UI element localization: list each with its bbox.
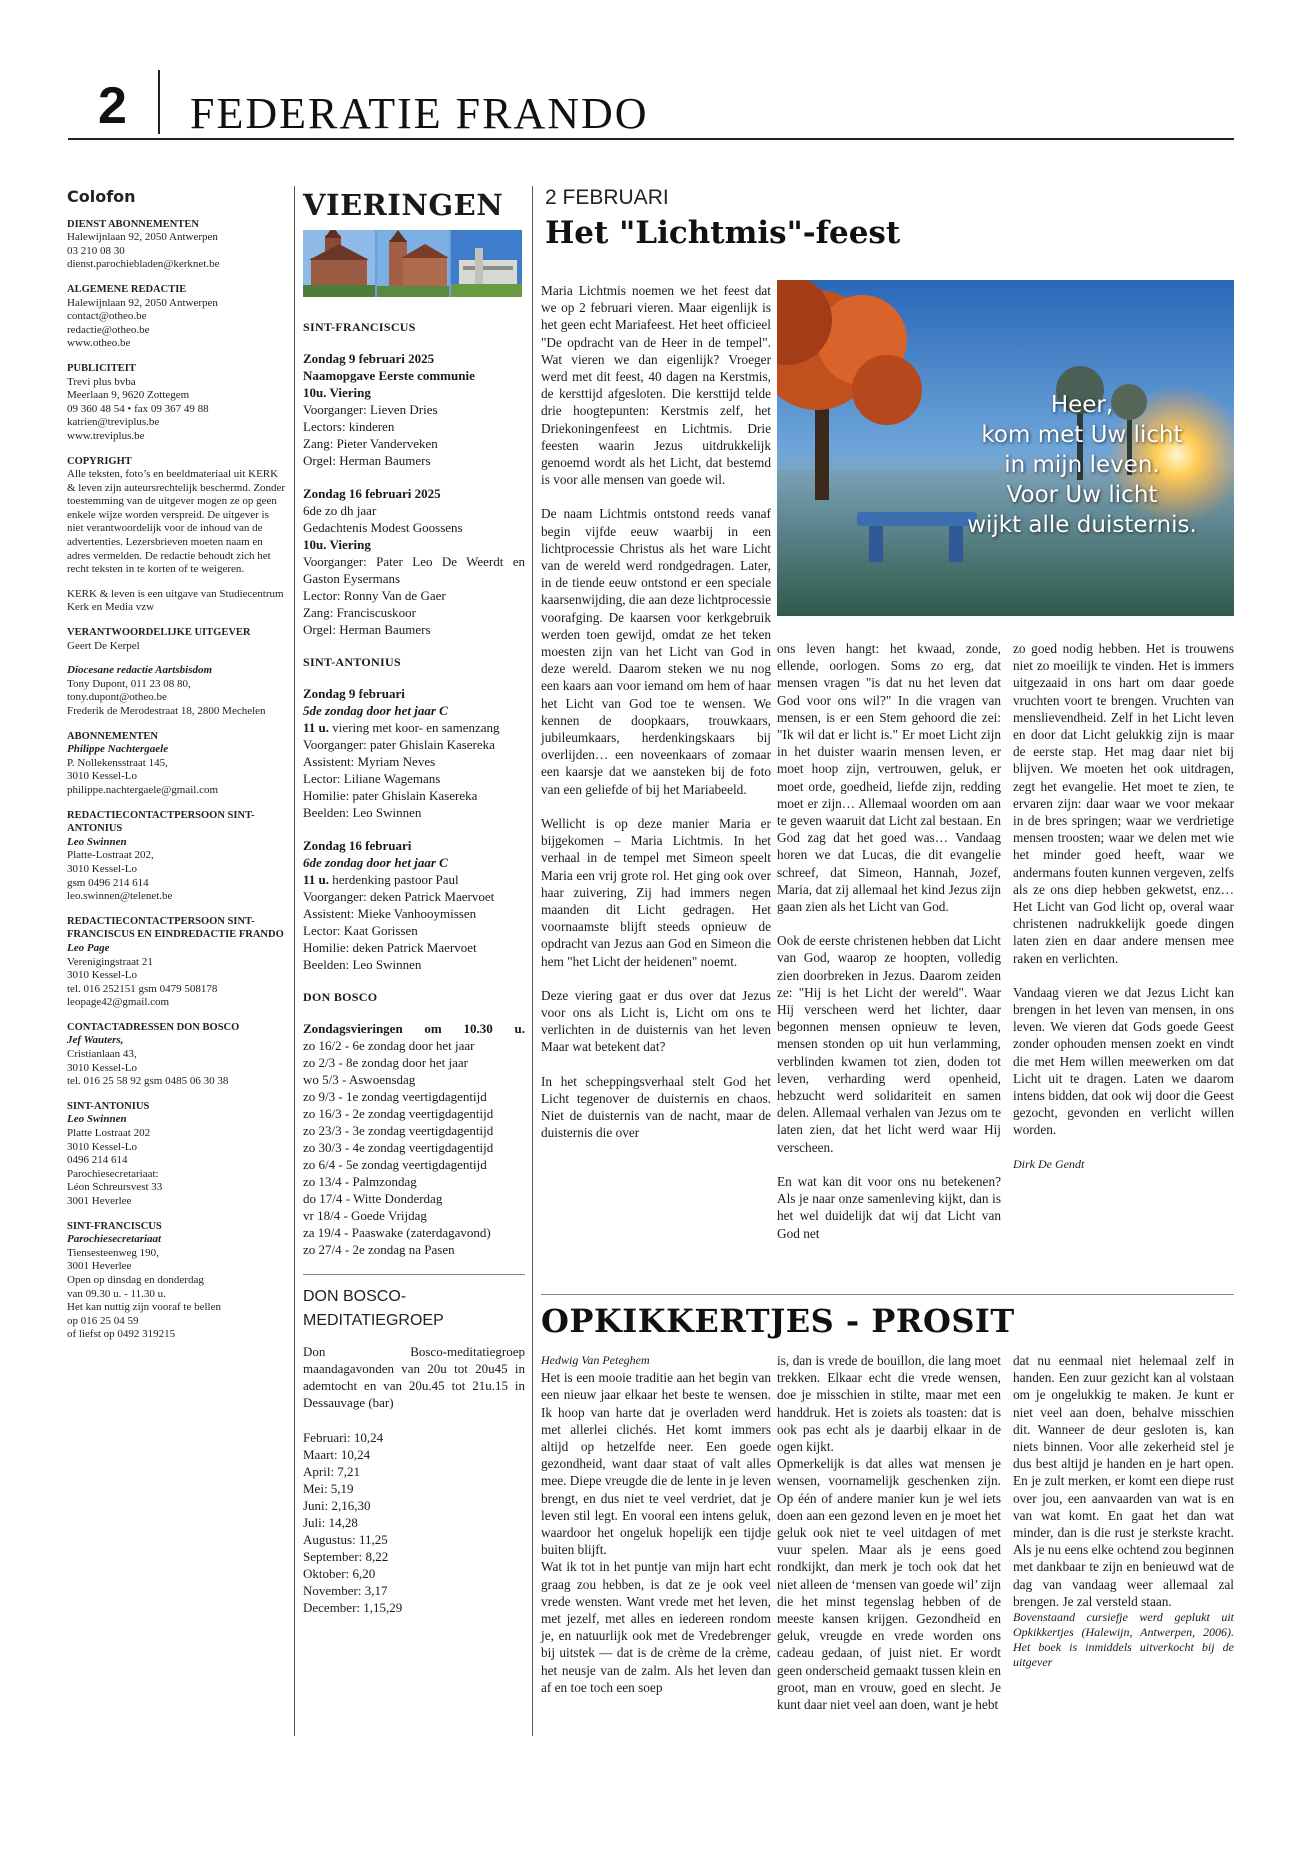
service-description: herdenking pastoor Paul xyxy=(329,872,459,887)
meditatie-date: Juni: 2,16,30 xyxy=(303,1498,371,1513)
colofon-title: Colofon xyxy=(67,187,136,206)
service-line: Lector: Kaat Gorissen xyxy=(303,923,418,938)
donbosco-item: zo 30/3 - 4e zondag veertigdagentijd xyxy=(303,1140,494,1155)
opkikkertjes-text-2 xyxy=(777,1352,1001,1713)
colofon-line: philippe.nachtergaele@gmail.com xyxy=(67,783,219,796)
donbosco-item: wo 5/3 - Aswoensdag xyxy=(303,1072,416,1087)
services-franciscus xyxy=(303,350,525,638)
service-highlight: 10u. Viering xyxy=(303,537,371,552)
opkikkertjes-paragraph: Wat ik tot in het puntje van mijn hart echt graag zou hebben, is dat ze je ook veel vrede wensten. Want vrede met het leven, met jezelf, met alles en iedereen rondom je, en natuurlijk ook met de Vredebrenger bij uitstek — dat is de crème de la crème, het neusje van de zalm. Als het leven dan af en toe toch een soep xyxy=(541,1559,771,1695)
photo-caption-line: wijkt alle duisternis. xyxy=(967,512,1197,538)
meditatie-title: DON BOSCO-MEDITATIEGROEP xyxy=(303,1288,444,1329)
page-number: 2 xyxy=(98,77,127,135)
article-paragraph: zo goed nodig hebben. Het is trouwens niet zo moeilijk te vinden. Het is immers uitgezaaid in ons hart om daar goede vruchten voort te brengen. Vruchten van menslievendheid. Zelf in het Licht leven en door dat Licht gelukkig zijn is maar de eerste stap. Het mag daar niet bij blijven. We moeten het ook uitdragen, zegt het evangelie. Het moet te zien, te ervaren zijn: daar waar we voor mekaar in de bres springen; waar we verdrietige mensen troosten; waar we delen met wie het minder goed heeft, waar we andermans fouten kunnen vergeven, zelfs als ze ons diep hebben gekwetst, enz… Het Licht van God licht op, overal waar christenen nadrukkelijk goede dingen laten zien en daar andere mensen mee raken en verlichten. xyxy=(1013,641,1234,966)
colofon-line: Léon Schreursvest 33 xyxy=(67,1181,163,1194)
article-paragraph: ons leven hangt: het kwaad, zonde, ellende, oorlogen. Soms zo erg, dat mensen vragen "is dat nu het leven dat God voor ons wil?" In die vragen van mensen, is er een Stem gehoord die zei: "Ik wil dat er licht is." Er moet Licht zijn in het duister waarin mensen leven, er moet hoop zijn, vertrouwen, geluk, er moet orde, goedheid, liefde zijn, redding moet er zijn… Allemaal woorden om aan te geven waaruit dat Licht zal bestaan. En God zag dat het goed was… Vandaag horen we dat Lucas, die dit evangelie schreef, dat Simeon, Hannah, Jozef, Maria, dat zij allemaal het kind Jezus zijn gaan zien als het Licht van God. xyxy=(777,641,1001,915)
service-description: viering met koor- en samenzang xyxy=(329,720,500,735)
colofon-block xyxy=(67,1220,287,1342)
article-paragraph: De naam Lichtmis ontstond reeds vanaf begin vijfde eeuw waarbij in een lichtprocessie Christus als het ware Licht van de wereld werd rondgedragen. Later, in de tiende eeuw ontstond er een speciale kaarsenwijding, die aan deze lichtprocessie voorafging. De kaarsen voor kerkgebruik werden toen gewijd, omdat ze het teken moesten zijn van het Licht van God in deze wereld. Daarom steken we nu nog een kaars aan voor iemand om hem of haar het Licht van God toe te wensen. We kennen de doopkaars, trouwkaars, jubileumkaars, herdenkingskaars bij overlijden… een noveenkaars of zomaar een kaarsje dat we aansteken bij de foto van een geliefde of bij het Mariabeeld. xyxy=(541,506,772,797)
service-block xyxy=(303,837,525,973)
colofon-line: tel. 016 252151 gsm 0479 508178 xyxy=(67,982,218,995)
meditatie-date: Februari: 10,24 xyxy=(303,1430,384,1445)
column-rule-1 xyxy=(294,186,295,1736)
publication-title: FEDERATIE FRANDO xyxy=(190,89,649,138)
service-line: Voorganger: Pater Leo De Weerdt en Gaston Eysermans xyxy=(303,554,525,586)
churches-illustration xyxy=(303,230,522,297)
service-line: 6de zo dh jaar xyxy=(303,503,377,518)
article-paragraph: Wellicht is op deze manier Maria er bijgekomen – Maria Lichtmis. In het verhaal in de tempel met Simeon speelt Maria een vrij grote rol. Het ging ook over haar zuivering, Zij had immers negen maanden dit Licht gedragen. Het voornaamste blijft steeds opnieuw de opdracht van Jezus aan God en Simeon die hem "het Licht der heidenen" noemt. xyxy=(541,815,771,969)
colofon-line: tel. 016 25 58 92 gsm 0485 06 30 38 xyxy=(67,1075,229,1088)
service-line: Zang: Pieter Vanderveken xyxy=(303,436,438,451)
colofon-block xyxy=(67,664,287,718)
service-time-line xyxy=(303,719,525,736)
article-kicker: 2 FEBRUARI xyxy=(545,186,669,209)
opkikkertjes-column-2 xyxy=(777,1352,1001,1713)
service-line: Zang: Franciscuskoor xyxy=(303,605,417,620)
donbosco-item: vr 18/4 - Goede Vrijdag xyxy=(303,1208,427,1223)
colofon-block xyxy=(67,1100,287,1209)
colofon-subheading: Leo Swinnen xyxy=(67,1113,127,1126)
opkikkertjes-title: OPKIKKERTJES - PROSIT xyxy=(541,1302,1015,1340)
colofon-blocks xyxy=(67,218,287,1342)
meditatie-date: Augustus: 11,25 xyxy=(303,1532,388,1547)
service-date: Zondag 9 februari xyxy=(303,686,405,701)
opkikkertjes-paragraph: Het is een mooie traditie aan het begin van een nieuw jaar elkaar het beste te wensen. Ik hoop van harte dat je overladen werd met allerlei clichés. Het komt immers altijd op hetzelfde neer. Een goede gezondheid, want daar staat of valt alles mee. Diepe vreugde die de lente in je leven brengt, en dus niet te veel verdriet, dat je leven stil legt. En vooral een intens geluk, waardoor het ongeluk hopelijk een tijdje buiten blijft. xyxy=(541,1370,772,1558)
service-time: 11 u. xyxy=(303,872,330,887)
colofon-line: 0496 214 614 xyxy=(67,1154,128,1167)
service-time: 11 u. xyxy=(303,720,330,735)
colofon-text: KERK & leven is een uitgave van Studiecentrum Kerk en Media vzw xyxy=(67,587,284,614)
colofon-heading: VERANTWOORDELIJKE UITGEVER xyxy=(67,627,251,639)
service-line: Gedachtenis Modest Goossens xyxy=(303,520,463,535)
donbosco-item: zo 2/3 - 8e zondag door het jaar xyxy=(303,1055,468,1070)
colofon-line: redactie@otheo.be xyxy=(67,323,150,336)
article-paragraph: Vandaag vieren we dat Jezus Licht kan brengen in het leven van mensen, in ons leven. We vieren dat Gods goede Geest zonder ophouden mensen zoekt en vindt die met Hem willen meewerken om dat Licht uit te dragen. Laten we daarom intens bidden, dat ook wij door die Geest gezocht, gevonden en verlicht willen worden. xyxy=(1013,984,1234,1138)
donbosco-item: zo 27/4 - 2e zondag na Pasen xyxy=(303,1242,455,1257)
opkikkertjes-column-1 xyxy=(541,1352,771,1696)
service-line: Lector: Liliane Wagemans xyxy=(303,771,441,786)
colofon-block xyxy=(67,218,287,272)
colofon-heading: SINT-ANTONIUS xyxy=(67,1100,150,1112)
colofon-line: dienst.parochiebladen@kerknet.be xyxy=(67,258,220,271)
colofon-line: Platte-Lostraat 202, xyxy=(67,849,154,862)
service-line: Lector: Ronny Van de Gaer xyxy=(303,588,446,603)
colofon-line: 03 210 08 30 xyxy=(67,244,125,257)
section-divider xyxy=(541,1294,1234,1295)
photo-caption-line: kom met Uw licht xyxy=(981,422,1183,448)
colofon-heading: SINT-FRANCISCUS xyxy=(67,1220,162,1232)
service-highlight: Naamopgave Eerste communie xyxy=(303,368,475,383)
parish-name-donbosco: DON BOSCO xyxy=(303,990,378,1004)
meditatie-date: September: 8,22 xyxy=(303,1549,389,1564)
service-line: Homilie: deken Patrick Maervoet xyxy=(303,940,477,955)
service-line: Orgel: Herman Baumers xyxy=(303,453,431,468)
article-column-2 xyxy=(777,640,1001,1259)
donbosco-item: za 19/4 - Paaswake (zaterdagavond) xyxy=(303,1225,491,1240)
colofon-block xyxy=(67,626,287,653)
photo-caption-line: in mijn leven. xyxy=(1004,452,1160,478)
colofon-heading: ABONNEMENTEN xyxy=(67,730,159,742)
donbosco-item: zo 16/3 - 2e zondag veertigdagentijd xyxy=(303,1106,494,1121)
opkikkertjes-source-note: Bovenstaand cursiefje werd geplukt uit Opkikkertjes (Halewijn, Antwerpen, 2006). Het boek is inmiddels uitverkocht bij de uitgever xyxy=(1013,1610,1234,1670)
photo-caption xyxy=(947,390,1217,540)
photo-caption-line: Heer, xyxy=(1050,392,1114,418)
service-line: Beelden: Leo Swinnen xyxy=(303,957,422,972)
services-antonius xyxy=(303,685,525,973)
meditatie-date: Mei: 5,19 xyxy=(303,1481,354,1496)
service-line: Voorganger: deken Patrick Maervoet xyxy=(303,889,495,904)
photo-caption-line: Voor Uw licht xyxy=(1006,482,1158,508)
service-block xyxy=(303,685,525,821)
colofon-line: 3001 Heverlee xyxy=(67,1260,132,1273)
service-date: Zondag 16 februari 2025 xyxy=(303,486,441,501)
colofon-line: 09 360 48 54 • fax 09 367 49 88 xyxy=(67,402,209,415)
colofon-line: Geert De Kerpel xyxy=(67,639,140,652)
column-rule-2 xyxy=(532,186,533,1736)
colofon-line: www.treviplus.be xyxy=(67,429,145,442)
donbosco-item: do 17/4 - Witte Donderdag xyxy=(303,1191,443,1206)
colofon-subheading: Leo Swinnen xyxy=(67,835,127,848)
colofon-block xyxy=(67,809,287,904)
colofon-line: 3001 Heverlee xyxy=(67,1195,132,1207)
service-block xyxy=(303,350,525,469)
opkikkertjes-text-1 xyxy=(541,1369,771,1696)
colofon-block xyxy=(67,915,287,1010)
article-paragraph: In het scheppingsverhaal stelt God het Licht tegenover de duisternis en chaos. Niet de duisternis van de nacht, maar de duisternis die over xyxy=(541,1073,771,1141)
service-date: Zondag 16 februari xyxy=(303,838,412,853)
colofon-line: van 09.30 u. - 11.30 u. xyxy=(67,1287,166,1300)
masthead-divider xyxy=(158,70,160,134)
service-sunday: 6de zondag door het jaar C xyxy=(303,855,448,870)
service-line: Orgel: Herman Baumers xyxy=(303,622,431,637)
colofon-line: Frederik de Merodestraat 18, 2800 Mechelen xyxy=(67,705,266,717)
article-title: Het "Lichtmis"-feest xyxy=(545,215,901,251)
colofon-line: Het kan nuttig zijn vooraf te bellen xyxy=(67,1301,221,1314)
colofon-line: Halewijnlaan 92, 2050 Antwerpen xyxy=(67,231,218,244)
colofon-heading: CONTACTADRESSEN DON BOSCO xyxy=(67,1021,240,1033)
colofon-block xyxy=(67,283,287,351)
service-line: Voorganger: pater Ghislain Kasereka xyxy=(303,737,495,752)
opkikkertjes-paragraph: dat nu eenmaal niet helemaal zelf in handen. Een zuur gezicht kan al volstaan om je ongelukkig te maken. Je kunt er niet veel aan doen, behalve misschien dit. Wanneer de deur gesloten is, kan niets binnen. Voor alle zekerheid stel je dus best altijd je handen en je hart open. En je zult merken, er komt een diepe rust over jou, een aanvaarden van wat is en van wat komt. En gaat het dan wat minder, dan is die rust je sterkste kracht. Als je nu eens elke ochtend zou beginnen met dankbaar te zijn en benieuwd wat de dag van vandaag weer allemaal zal brengen. Je zal versteld staan. xyxy=(1013,1353,1234,1609)
service-highlight: 10u. Viering xyxy=(303,385,371,400)
colofon-block xyxy=(67,588,287,615)
colofon-subheading: Parochiesecretariaat xyxy=(67,1233,162,1246)
colofon-block xyxy=(67,362,287,444)
colofon-line: katrien@treviplus.be xyxy=(67,416,160,429)
meditatie-date: April: 7,21 xyxy=(303,1464,361,1479)
meditatie-date: Juli: 14,28 xyxy=(303,1515,358,1530)
opkikkertjes-paragraph: is, dan is vrede de bouillon, die lang moet trekken. Elkaar echt die vrede wensen, doe je misschien in stilte, maar met een handdruk. Het is zoiets als toasten: dat is ook pas echt als je daarbij elkaar in de ogen kijkt. xyxy=(777,1353,1001,1455)
colofon-heading: ALGEMENE REDACTIE xyxy=(67,283,187,295)
colofon-line: gsm 0496 214 614 xyxy=(67,876,149,889)
churches-photo xyxy=(303,230,522,297)
colofon-line: Halewijnlaan 92, 2050 Antwerpen xyxy=(67,296,218,309)
donbosco-schedule xyxy=(303,1037,525,1258)
article-paragraph: Ook de eerste christenen hebben dat Licht van God, waarop ze hoopten, volledig zien doorbreken in Jezus. Daarom zeiden ze: "Hij is het Licht der wereld". Waar Hij verscheen werd het lichter, daar begonnen mensen opnieuw te leven, mensen stonden op uit hun verlamming, verblinden kwamen tot zien, doden tot leven, verharding werd openheid, hebzucht werd solidariteit en samen delen. Allemaal verhalen van Jezus om te laten zien, dat het licht werd waar Hij verscheen. xyxy=(777,933,1001,1155)
colofon-line: leo.swinnen@telenet.be xyxy=(67,890,173,903)
colofon-line: 3010 Kessel-Lo xyxy=(67,1061,137,1074)
article-paragraph: Maria Lichtmis noemen we het feest dat we op 2 februari vieren. Maar eigenlijk is het geen echt Mariafeest. Het heet officieel "De opdracht van de Heer in de tempel". Wat vieren we dan eigenlijk? Vroeger werd met dit feest, 40 dagen na Kerstmis, de kersttijd afgesloten. Die kersttijd telde drie hoogtepunten: Kerstmis zelf, het Driekoningenfeest en Lichtmis. Drie feesten waarin Jezus uitdrukkelijk genoemd wordt als het Licht, dat bestemd is voor alle mensen van goede wil. xyxy=(541,283,771,488)
service-line: Voorganger: Lieven Dries xyxy=(303,402,438,417)
parish-name-franciscus: SINT-FRANCISCUS xyxy=(303,320,416,334)
lichtmis-photo xyxy=(777,280,1234,616)
vieringen-title: VIERINGEN xyxy=(303,188,504,222)
article-paragraph: En wat kan dit voor ons nu betekenen? Als je naar onze samenleving kijkt, dan is het wel duidelijk dat wij dat Licht van God net xyxy=(777,1173,1001,1241)
service-line: Assistent: Mieke Vanhooymissen xyxy=(303,906,477,921)
donbosco-item: zo 23/3 - 3e zondag veertigdagentijd xyxy=(303,1123,494,1138)
masthead xyxy=(68,78,1234,140)
donbosco-item: zo 16/2 - 6e zondag door het jaar xyxy=(303,1038,475,1053)
colofon-line: Platte Lostraat 202 xyxy=(67,1127,151,1140)
article-signature: Dirk De Gendt xyxy=(1013,1156,1085,1171)
service-block xyxy=(303,485,525,638)
colofon-line: 3010 Kessel-Lo xyxy=(67,770,137,783)
colofon-heading: REDACTIECONTACTPERSOON SINT-FRANCISCUS EN EINDREDACTIE FRANDO xyxy=(67,915,284,941)
colofon xyxy=(67,187,287,1353)
colofon-line: op 016 25 04 59 xyxy=(67,1314,139,1327)
colofon-line: Tony Dupont, 011 23 08 80, xyxy=(67,677,191,690)
opkikkertjes-paragraph: Opmerkelijk is dat alles wat mensen je wensen, voornamelijk geschenken zijn. Op één of andere manier kun je wel iets doen aan een gezond leven en je moet het geluk ook niet te veel uitdagen of met vuur spelen. Maar als je eens goed rondkijkt, dan merk je toch ook dat het niet alleen de ‘mensen van goede wil’ zijn die het minst tegenslag hebben of de meeste kansen krijgen. Gezondheid en geluk, vreugde en vrede worden ons cadeau gedaan, of juist niet. Er wordt geen onderscheid gemaakt tussen klein en groot, man en vrouw, goed en slecht. Je kunt daar niet veel aan doen, want je hebt xyxy=(777,1456,1001,1713)
colofon-heading: DIENST ABONNEMENTEN xyxy=(67,218,199,230)
service-time-line xyxy=(303,871,525,888)
meditatie-date: November: 3,17 xyxy=(303,1583,388,1598)
service-line: Beelden: Leo Swinnen xyxy=(303,805,422,820)
colofon-block xyxy=(67,1021,287,1089)
donbosco-heading: Zondagsvieringen om 10.30 u. xyxy=(303,1021,525,1036)
donbosco-item: zo 6/4 - 5e zondag veertigdagentijd xyxy=(303,1157,487,1172)
colofon-block xyxy=(67,455,287,577)
meditatie-date: Oktober: 6,20 xyxy=(303,1566,376,1581)
meditatie-date: Maart: 10,24 xyxy=(303,1447,371,1462)
colofon-line: 3010 Kessel-Lo xyxy=(67,1140,137,1153)
meditatie-divider xyxy=(303,1274,525,1275)
service-date: Zondag 9 februari 2025 xyxy=(303,351,435,366)
donbosco-item: zo 13/4 - Palmzondag xyxy=(303,1174,417,1189)
colofon-line: of liefst op 0492 319215 xyxy=(67,1328,176,1341)
colofon-line: 3010 Kessel-Lo xyxy=(67,969,137,982)
colofon-subheading: Philippe Nachtergaele xyxy=(67,743,169,756)
colofon-line: Parochiesecretariaat: xyxy=(67,1167,159,1180)
colofon-subheading: Jef Wauters, xyxy=(67,1034,124,1047)
service-line: Homilie: pater Ghislain Kasereka xyxy=(303,788,478,803)
colofon-heading: REDACTIECONTACTPERSOON SINT-ANTONIUS xyxy=(67,809,255,835)
colofon-text: Alle teksten, foto’s en beeldmateriaal uit KERK & leven zijn auteursrechtelijk beschermd. Zonder toestemming van de uitgever mogen ze op geen enkele wijze worden verspreid. De uitgever is niet verantwoordelijk voor de inhoud van de advertenties. Lezersbrieven moeten naam en adres vermelden. De redactie behoudt zich het recht teksten in te korten of te weigeren. xyxy=(67,468,286,576)
colofon-line: contact@otheo.be xyxy=(67,310,147,323)
colofon-line: leopage42@gmail.com xyxy=(67,996,170,1009)
article-column-1 xyxy=(541,282,771,1158)
vieringen-column xyxy=(303,188,525,1616)
colofon-line: Meerlaan 9, 9620 Zottegem xyxy=(67,389,190,402)
opkikkertjes-byline: Hedwig Van Peteghem xyxy=(541,1353,650,1367)
colofon-line: www.otheo.be xyxy=(67,337,131,350)
article-paragraph: Deze viering gaat er dus over dat Jezus voor ons als Licht is, Licht om ons te verlichten in de duisternis van het leven Maar wat betekent dat? xyxy=(541,987,771,1055)
service-sunday: 5de zondag door het jaar C xyxy=(303,703,448,718)
opkikkertjes-column-3 xyxy=(1013,1352,1234,1670)
donbosco-item: zo 9/3 - 1e zondag veertigdagentijd xyxy=(303,1089,487,1104)
parish-name-antonius: SINT-ANTONIUS xyxy=(303,655,401,669)
service-line: Lectors: kinderen xyxy=(303,419,395,434)
colofon-line: tony.dupont@otheo.be xyxy=(67,691,167,704)
colofon-subheading: Diocesane redactie Aartsbisdom xyxy=(67,664,213,677)
colofon-heading: COPYRIGHT xyxy=(67,455,132,467)
service-line: Assistent: Myriam Neves xyxy=(303,754,436,769)
colofon-heading: PUBLICITEIT xyxy=(67,362,136,374)
meditatie-date: December: 1,15,29 xyxy=(303,1600,403,1615)
colofon-block xyxy=(67,730,287,798)
colofon-line: Cristianlaan 43, xyxy=(67,1048,137,1061)
colofon-line: Verenigingstraat 21 xyxy=(67,955,153,968)
colofon-line: 3010 Kessel-Lo xyxy=(67,862,137,875)
meditatie-dates xyxy=(303,1429,525,1616)
opkikkertjes-text-3 xyxy=(1013,1352,1234,1610)
article-column-3 xyxy=(1013,640,1234,1173)
colofon-line: Open op dinsdag en donderdag xyxy=(67,1273,204,1286)
colofon-line: Trevi plus bvba xyxy=(67,375,136,388)
colofon-line: P. Nollekensstraat 145, xyxy=(67,756,168,769)
colofon-line: Tiensesteenweg 190, xyxy=(67,1246,159,1259)
meditatie-text: Don Bosco-meditatiegroep maandagavonden van 20u tot 20u45 in ademtocht en van 20u.45 tot 21u.15 in Dessauvage (bar) xyxy=(303,1344,525,1410)
colofon-subheading: Leo Page xyxy=(67,941,110,954)
